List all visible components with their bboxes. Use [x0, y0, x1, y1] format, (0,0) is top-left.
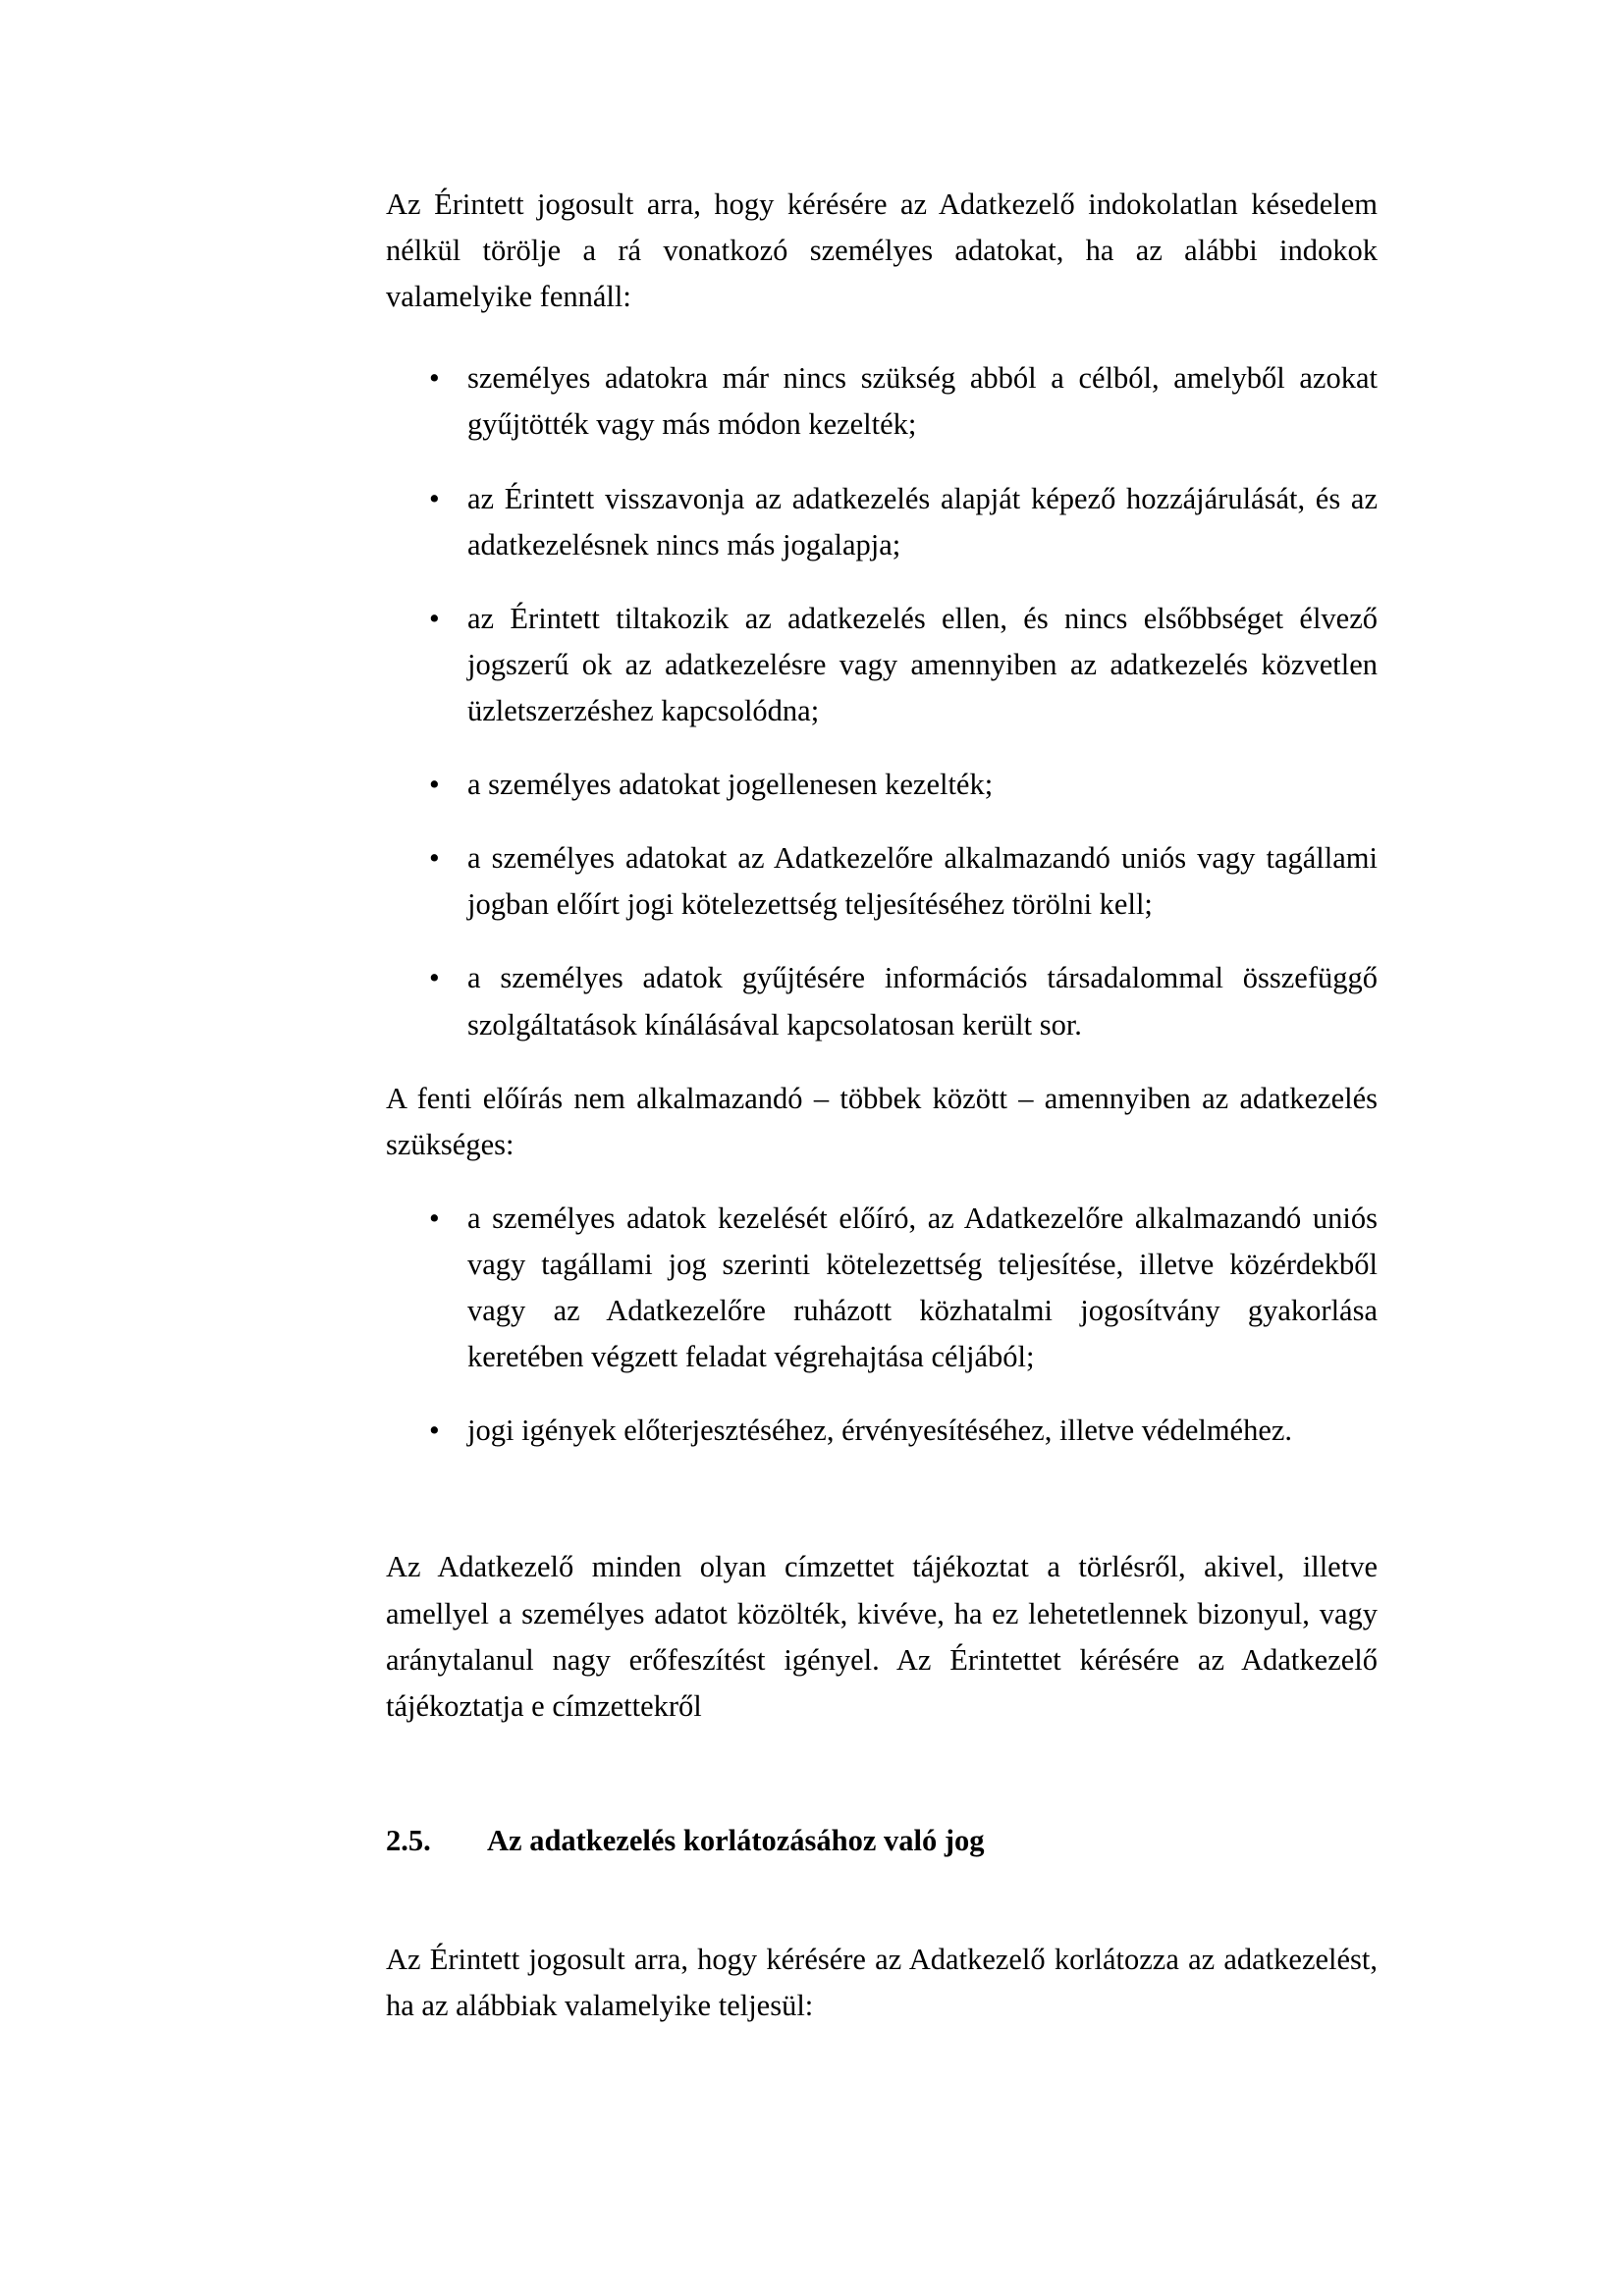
page-title	[386, 1820, 1378, 1862]
bullet-icon: •	[429, 361, 440, 396]
intro-paragraph: Az Érintett jogosult arra, hogy kérésére az Adatkezelő indokolatlan késedelem nélkül törölje a rá vonatkozó személyes adatokat, ha az alábbi indokok valamelyike fennáll:	[386, 187, 1378, 314]
list-item	[386, 955, 1378, 1047]
spacer	[386, 1862, 1378, 1937]
list-item	[386, 1408, 1378, 1454]
section-title: Az adatkezelés korlátozásához való jog	[487, 1823, 985, 1857]
restriction-paragraph: Az Érintett jogosult arra, hogy kérésére az Adatkezelő korlátozza az adatkezelést, ha az alábbiak valamelyike teljesül:	[386, 1942, 1378, 2022]
list-item-label: a személyes adatokat jogellenesen kezelték;	[467, 768, 994, 802]
bullet-icon: •	[429, 1201, 440, 1235]
bullet-icon: •	[429, 481, 440, 515]
list-item	[386, 762, 1378, 808]
list-item-label: az Érintett visszavonja az adatkezelés alapját képező hozzájárulását, és az adatkezelésnek nincs más jogalapja;	[467, 481, 1378, 561]
list-item-label: személyes adatokra már nincs szükség abból a célból, amelyből azokat gyűjtötték vagy más módon kezelték;	[467, 361, 1378, 442]
section-number: 2.5.	[386, 1823, 431, 1857]
list-item-label: a személyes adatok gyűjtésére információs társadalommal összefüggő szolgáltatások kínálásával kapcsolatosan került sor.	[467, 961, 1378, 1041]
list-item	[386, 476, 1378, 568]
bullet-icon: •	[429, 841, 440, 876]
bullet-icon: •	[429, 601, 440, 635]
document-body	[386, 182, 1378, 2029]
list-item-label: az Érintett tiltakozik az adatkezelés ellen, és nincs elsőbbséget élvező jogszerű ok az adatkezelésre vagy amennyiben az adatkezelés közvetlen üzletszerzéshez kapcsolódna;	[467, 601, 1378, 727]
list-item-label: a személyes adatok kezelését előíró, az Adatkezelőre alkalmazandó uniós vagy tagállami jog szerinti kötelezettség teljesítése, illetve közérdekből vagy az Adatkezelőre ruházott közhatalmi jogosítvány gyakorlása keretében végzett feladat végrehajtása céljából;	[467, 1201, 1378, 1374]
spacer	[386, 1048, 1378, 1076]
exception-items-list	[386, 1196, 1378, 1455]
spacer	[386, 1730, 1378, 1820]
list-item-label: jogi igények előterjesztéséhez, érvényesítéséhez, illetve védelméhez.	[467, 1414, 1293, 1448]
bullet-icon: •	[429, 768, 440, 802]
list-item	[386, 835, 1378, 928]
spacer	[386, 1168, 1378, 1196]
notification-paragraph: Az Adatkezelő minden olyan címzettet tájékoztat a törlésről, akivel, illetve amellyel a személyes adatot közölték, kivéve, ha ez lehetetlennek bizonyul, vagy aránytalanul nagy erőfeszítést igényel. Az Érintettet kérésére az Adatkezelő tájékoztatja e címzettekről	[386, 1550, 1378, 1723]
list-item	[386, 596, 1378, 734]
list-item	[386, 355, 1378, 448]
erasure-grounds-list	[386, 355, 1378, 1047]
list-item	[386, 1196, 1378, 1380]
list-item-label: a személyes adatokat az Adatkezelőre alkalmazandó uniós vagy tagállami jogban előírt jogi kötelezettség teljesítéséhez törölni kell;	[467, 841, 1378, 922]
spacer	[386, 320, 1378, 355]
spacer	[386, 1454, 1378, 1544]
bullet-icon: •	[429, 1414, 440, 1448]
bullet-icon: •	[429, 961, 440, 995]
exception-paragraph: A fenti előírás nem alkalmazandó – többek között – amennyiben az adatkezelés szükséges:	[386, 1081, 1378, 1161]
